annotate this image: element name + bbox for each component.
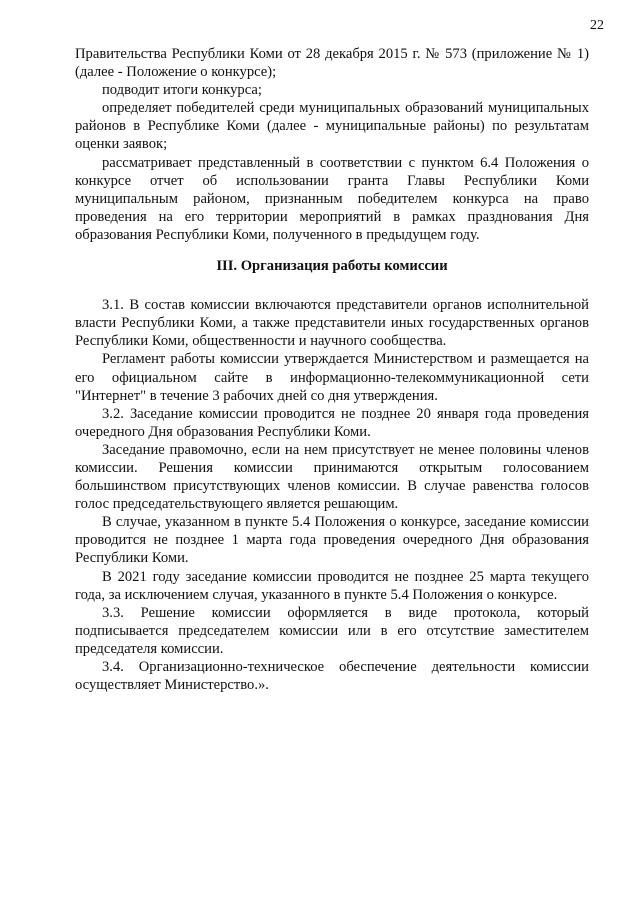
- paragraph-2021: В 2021 году заседание комиссии проводится не позднее 25 марта текущего года, за исключением случая, указанного в пункте 5.4 Положения о конкурсе.: [75, 568, 589, 603]
- paragraph-case-5-4: В случае, указанном в пункте 5.4 Положения о конкурсе, заседание комиссии проводится не позднее 1 марта года проведения очередного Дня образования Республики Коми.: [75, 514, 589, 567]
- paragraph-quorum: Заседание правомочно, если на нем присутствует не менее половины членов комиссии. Решения комиссии принимаются открытым голосованием большинством присутствующих членов комиссии. В случае равенства голосов голос председательствующего является решающим.: [75, 441, 589, 513]
- paragraph-3-2: 3.2. Заседание комиссии проводится не позднее 20 января года проведения очередного Дня образования Республики Коми.: [75, 405, 589, 440]
- paragraph-3-3: 3.3. Решение комиссии оформляется в виде протокола, который подписывается председателем комиссии или в его отсутствие заместителем председателя комиссии.: [75, 604, 589, 657]
- paragraph-continuation: Правительства Республики Коми от 28 декабря 2015 г. № 573 (приложение № 1) (далее - Положение о конкурсе);: [75, 46, 589, 81]
- paragraph-summarizes: подводит итоги конкурса;: [102, 82, 262, 99]
- page-number: 22: [590, 18, 604, 33]
- paragraph-3-4: 3.4. Организационно-техническое обеспечение деятельности комиссии осуществляет Министерство.».: [75, 659, 589, 694]
- section-heading: III. Организация работы комиссии: [216, 258, 448, 275]
- paragraph-determines-winners: определяет победителей среди муниципальных образований муниципальных районов в Республике Коми (далее - муниципальные районы) по результатам оценки заявок;: [75, 100, 589, 153]
- paragraph-3-1: 3.1. В состав комиссии включаются представители органов исполнительной власти Республики Коми, а также представители иных государственных органов Республики Коми, общественности и научного сообщества.: [75, 297, 589, 350]
- paragraph-reviews-report: рассматривает представленный в соответствии с пунктом 6.4 Положения о конкурсе отчет об использовании гранта Главы Республики Коми муниципальным районом, признанным победителем конкурса на право проведения на его территории мероприятий в рамках празднования Дня образования Республики Коми, полученного в предыдущем году.: [75, 154, 589, 243]
- document-body: [75, 45, 589, 694]
- paragraph-regulations: Регламент работы комиссии утверждается Министерством и размещается на его официальном сайте в информационно-телекоммуникационной сети "Интернет" в течение 3 рабочих дней со дня утверждения.: [75, 351, 589, 404]
